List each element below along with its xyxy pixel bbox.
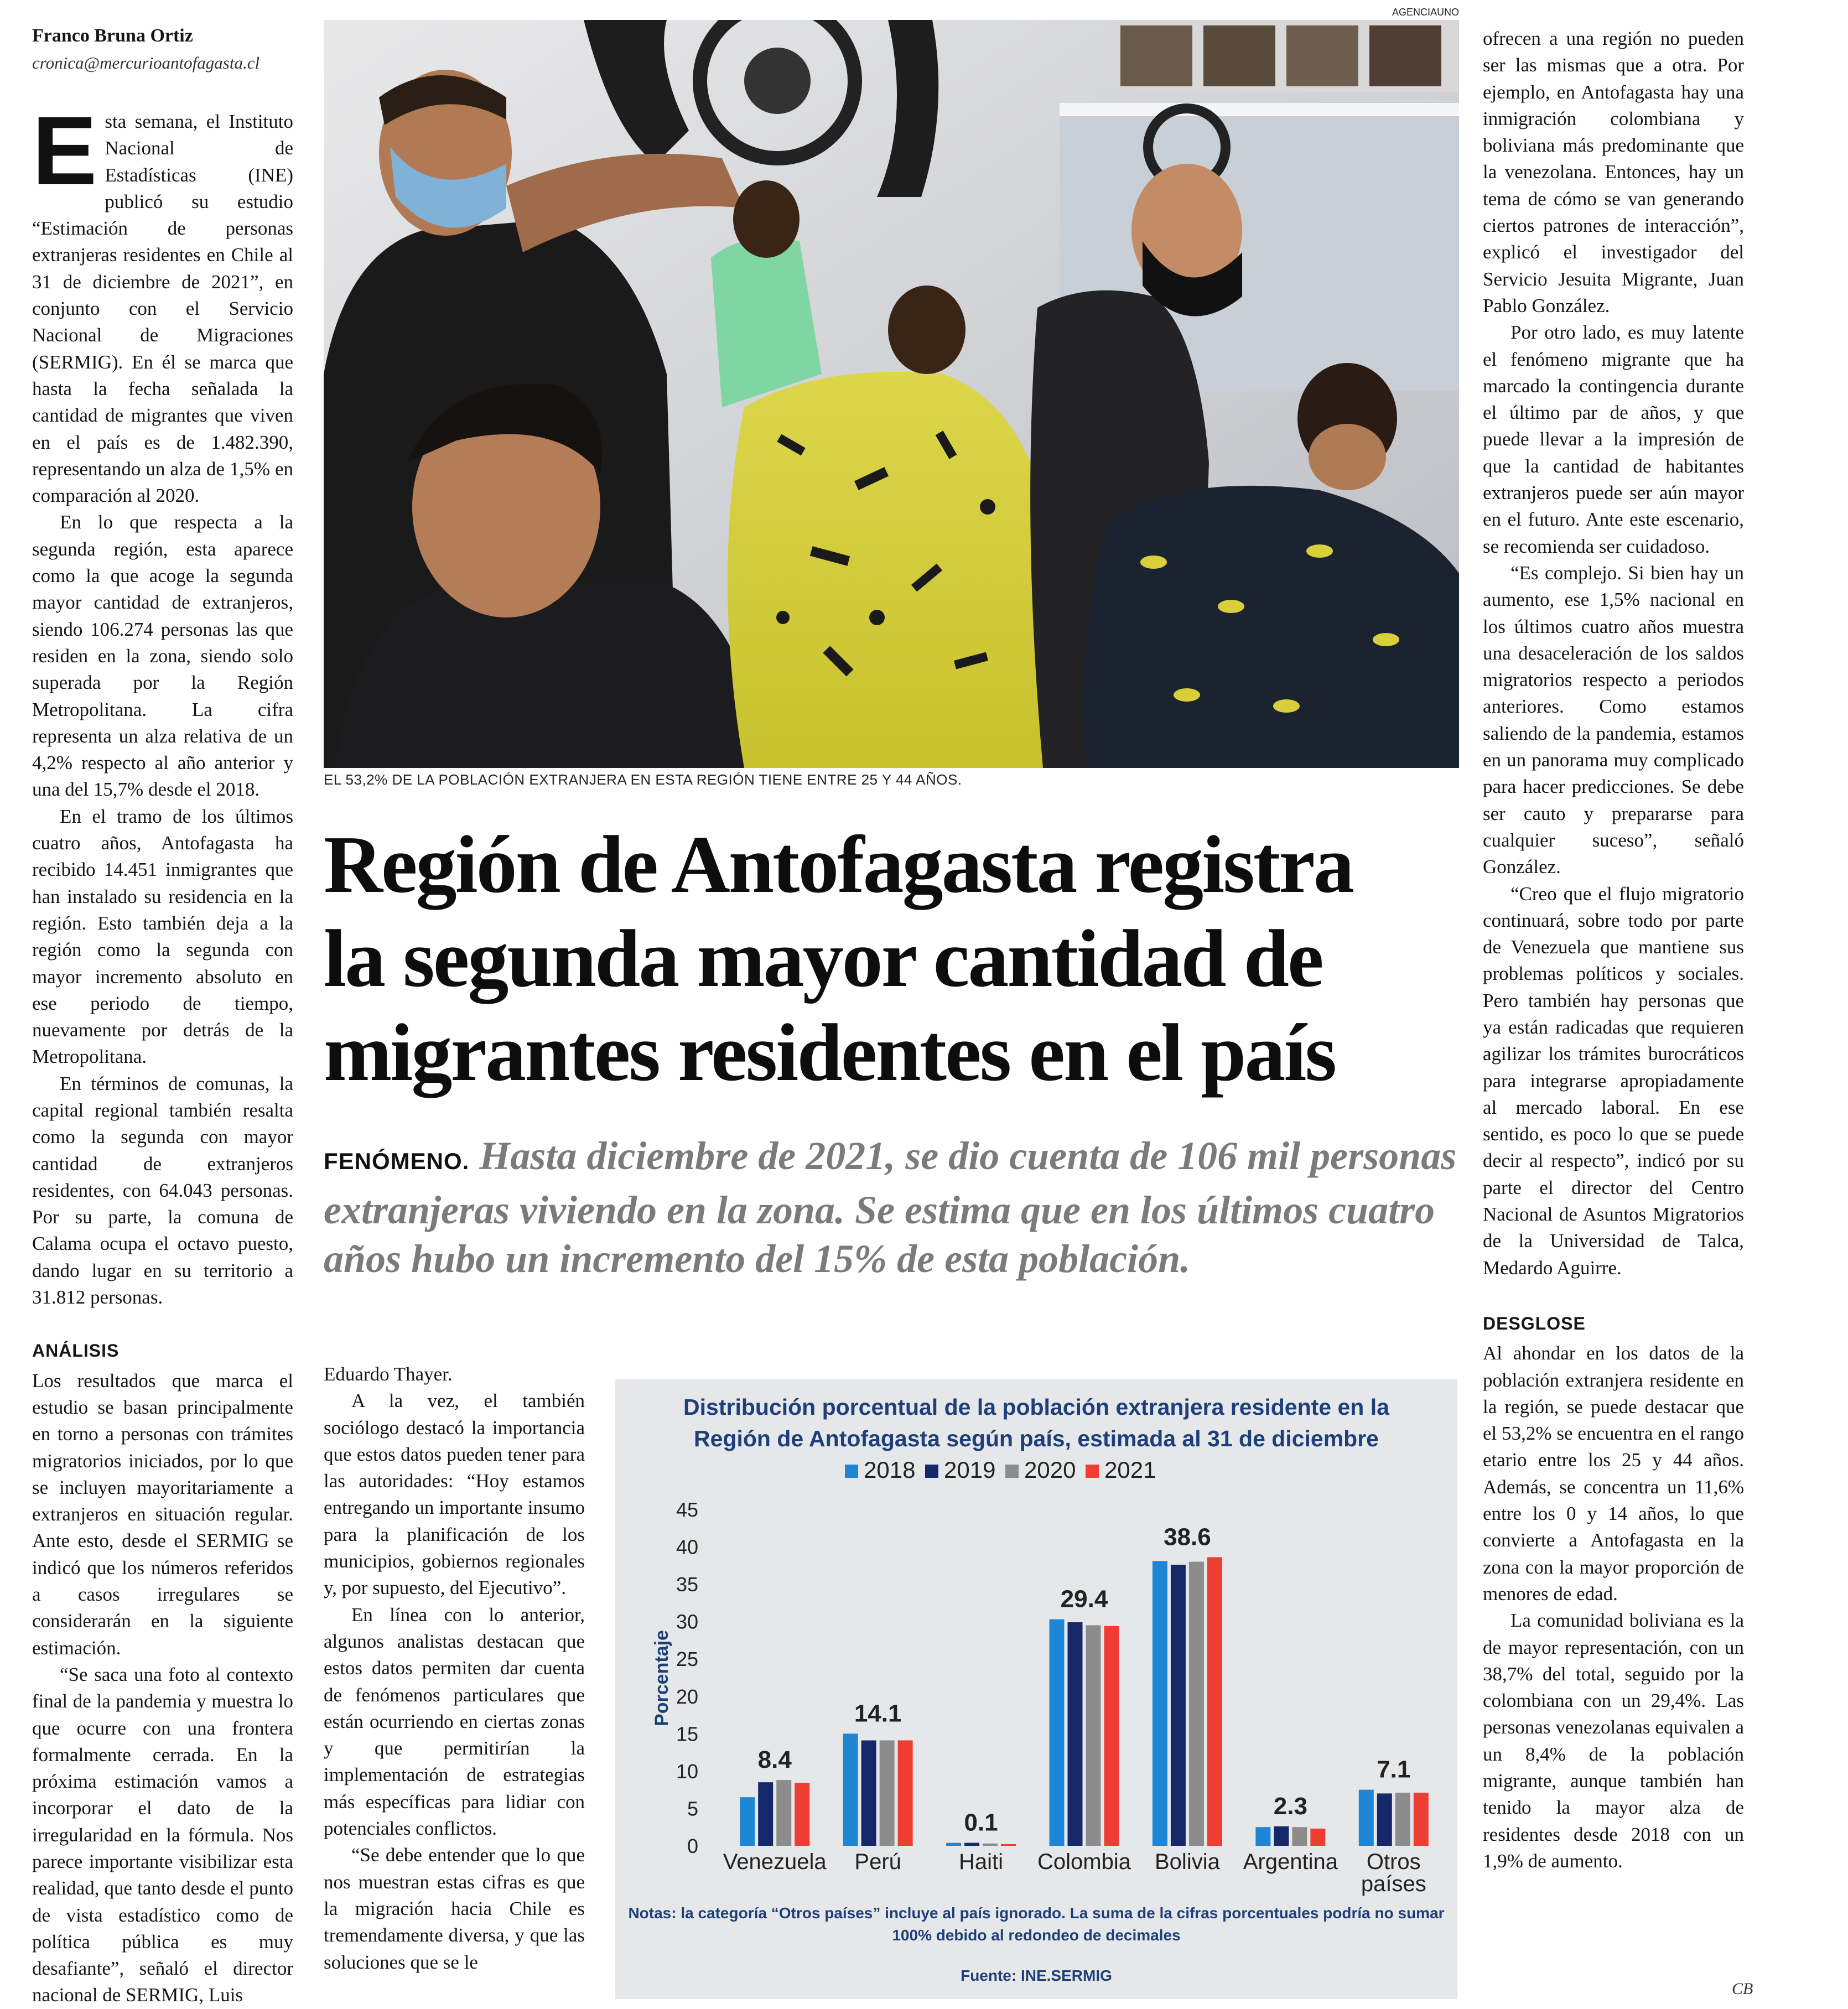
y-tick-label: 20 (676, 1685, 698, 1708)
paragraph: “Se debe entender que lo que nos muestran estas cifras es que la migración hacia Chile es tremendamente diversa, y que las soluciones que se le (324, 1844, 585, 1973)
bar-2018-3 (1050, 1619, 1065, 1846)
bar-2019-1 (861, 1740, 876, 1846)
y-tick-label: 45 (676, 1498, 698, 1521)
paragraph: En lo que respecta a la segunda región, esta aparece como la que acoge la segunda mayor cantidad de extranjeros, siendo 106.274 personas las que residen en la zona, siendo solo superada por la Región Metropolitana. La cifra representa un alza relativa de un 4,2% respecto al año anterior y una del 15,7% desde el 2018. (32, 511, 293, 801)
subhead-text: Hasta diciembre de 2021, se dio cuenta de 106 mil personas extranjeras viviendo en la zona. Se estima que en los últimos cuatro años hubo un incremento del 15% de esta población. (324, 1134, 1457, 1281)
bar-2019-5 (1274, 1826, 1289, 1846)
y-tick-label: 40 (676, 1535, 698, 1559)
legend-label-2019: 2019 (944, 1457, 996, 1483)
y-tick-label: 30 (676, 1610, 698, 1633)
y-tick-label: 15 (676, 1722, 698, 1746)
headline-line-2: la segunda mayor cantidad de (324, 913, 1322, 1004)
paragraph: Al ahondar en los datos de la población extranjera residente en la región, se puede destacar que el 53,2% se encuentra en el rango etario entre los 25 y 44 años. Además, se concentra un 11,6% entre los 0 y 14 años, lo que convierte a Antofagasta en la zona con la mayor proporción de menores de edad. (1483, 1342, 1744, 1605)
data-label: 14.1 (854, 1700, 902, 1727)
paragraph: En términos de comunas, la capital regional también resalta como la segunda con mayor cantidad de extranjeros residentes, con 64.043 personas. Por su parte, la comuna de Calama ocupa el octavo puesto, dando lugar en su territorio a 31.812 personas. (32, 1072, 293, 1309)
legend-swatch-2020 (1005, 1465, 1019, 1478)
author-signature: CB (1732, 1980, 1753, 1998)
bar-2018-2 (946, 1843, 961, 1846)
y-tick-label: 0 (687, 1835, 698, 1857)
category-label: Haiti (959, 1850, 1004, 1874)
bar-2021-1 (898, 1740, 913, 1846)
bar-2019-3 (1068, 1622, 1083, 1846)
drop-cap: E (32, 97, 97, 205)
chart-title-line-2: Región de Antofagasta según país, estimada al 31 de diciembre (694, 1426, 1379, 1451)
category-label: Bolivia (1155, 1850, 1220, 1874)
bar-2020-0 (776, 1780, 791, 1846)
y-tick-label: 5 (687, 1797, 698, 1820)
bar-2020-2 (983, 1844, 998, 1846)
photo-illustration (324, 20, 1459, 768)
bar-2018-0 (740, 1797, 755, 1846)
y-tick-label: 35 (676, 1573, 698, 1596)
barbershop-photo (324, 20, 1459, 768)
paragraph: Los resultados que marca el estudio se basan principalmente en torno a personas con trámites migratorios iniciados, por lo que se incluyen mayoritariamente a extranjeros en situación regular. Ante esto, desde el SERMIG se indicó que los números referidos a casos irregulares se considerarán en la siguiente estimación. (32, 1369, 293, 1659)
subheadline (324, 1131, 1463, 1283)
data-label: 29.4 (1060, 1585, 1108, 1613)
y-axis-label: Porcentaje (651, 1630, 672, 1726)
lead-text: sta semana, el Instituto Nacional de Estadísticas (INE) publicó su estudio “Estimación de personas extranjeras residentes en Chile al 31 de diciembre de 2021”, en conjunto con el Servicio Nacional de Migraciones (SERMIG). En él se marca que hasta la fecha señalada la cantidad de migrantes que viven en el país es de 1.482.390, representando un alza de 1,5% en comparación al 2020. (32, 111, 293, 507)
legend-label-2020: 2020 (1024, 1457, 1076, 1483)
headline-line-1: Región de Antofagasta registra (324, 819, 1353, 910)
bar-2019-4 (1171, 1565, 1186, 1846)
author-email[interactable]: cronica@mercurioantofagasta.cl (32, 53, 260, 72)
bar-2018-5 (1255, 1827, 1270, 1846)
bar-2020-3 (1086, 1625, 1101, 1846)
legend-label-2021: 2021 (1104, 1457, 1156, 1483)
paragraph: Eduardo Thayer. (324, 1363, 453, 1385)
bar-2021-6 (1414, 1793, 1429, 1846)
bar-2021-3 (1104, 1626, 1119, 1846)
category-label: países (1361, 1872, 1426, 1896)
paragraph: La comunidad boliviana es la de mayor representación, con un 38,7% del total, seguido por la colombiana con un 29,4%. Las personas venezolanas equivalen a un 8,4% de la población migrante, aunque también han tenido la mayor alza de residentes desde 2018 con un 1,9% de aumento. (1483, 1610, 1744, 1872)
bar-2021-4 (1207, 1557, 1222, 1846)
paragraph: En el tramo de los últimos cuatro años, Antofagasta ha recibido 14.451 inmigrantes que han instalado su residencia en la región. Esto también deja a la región como la segunda con mayor incremento absoluto en ese periodo de tiempo, nuevamente por detrás de la Metropolitana. (32, 805, 293, 1068)
bar-2018-4 (1153, 1561, 1167, 1846)
paragraph: “Creo que el flujo migratorio continuará, sobre todo por parte de Venezuela que mantiene sus problemas políticos y sociales. Pero también hay personas que ya están radicadas que requieren agilizar los trámites burocráticos para integrarse apropiadamente al mercado laboral. En ese sentido, es poco lo que se puede decir al respecto”, indicó por su parte el director del Centro Nacional de Asuntos Migratorios de la Universidad de Talca, Medardo Aguirre. (1483, 882, 1744, 1279)
legend-swatch-2018 (845, 1465, 858, 1478)
category-label: Colombia (1037, 1850, 1131, 1874)
column-2 (324, 1361, 585, 1976)
bar-2020-5 (1292, 1827, 1307, 1846)
paragraph: Por otro lado, es muy latente el fenómeno migrante que ha marcado la contingencia durante el último par de años, y que puede llevar a la impresión de que la cantidad de habitantes extranjeros puede ser aún mayor en el futuro. Ante este escenario, se recomienda ser cuidadoso. (1483, 321, 1744, 557)
y-tick-label: 10 (676, 1759, 698, 1783)
paragraph: “Se saca una foto al contexto final de la pandemia y muestra lo que ocurre con una frontera formalmente cerrada. En la próxima estimación vamos a incorporar el dato de la irregularidad en la fórmula. Nos parece importante visibilizar esta realidad, que tanto desde el punto de vista estadístico como de política pública es muy desafiante”, señaló el director nacional de SERMIG, Luis (32, 1663, 293, 2006)
y-tick-label: 25 (676, 1648, 698, 1671)
data-label: 2.3 (1273, 1792, 1307, 1820)
data-label: 8.4 (757, 1746, 792, 1774)
legend-swatch-2019 (925, 1465, 938, 1478)
category-label: Otros (1366, 1850, 1421, 1874)
chart-title-line-1: Distribución porcentual de la población extranjera residente en la (683, 1394, 1389, 1420)
author-name: Franco Bruna Ortiz (32, 25, 193, 46)
category-label: Venezuela (723, 1850, 827, 1874)
bar-2020-6 (1395, 1793, 1410, 1846)
bar-2018-1 (843, 1733, 858, 1846)
column-1 (32, 97, 293, 2009)
data-label: 38.6 (1164, 1523, 1211, 1551)
photo-caption: EL 53,2% DE LA POBLACIÓN EXTRANJERA EN ESTA REGIÓN TIENE ENTRE 25 Y 44 AÑOS. (324, 771, 962, 788)
paragraph: “Es complejo. Si bien hay un aumento, ese 1,5% nacional en los últimos cuatro años muestra una desaceleración de los saldos migratorios respecto a periodos anteriores. Como estamos saliendo de la pandemia, estamos en un panorama muy complicado para hacer predicciones. Se debe ser cauto y prepararse para cualquier suceso”, señaló González. (1483, 562, 1744, 878)
chart-source: Fuente: INE.SERMIG (961, 1967, 1112, 1984)
legend-label-2018: 2018 (864, 1457, 916, 1483)
chart-panel (615, 1379, 1457, 1999)
bar-2019-0 (758, 1782, 773, 1846)
headline-line-3: migrantes residentes en el país (324, 1008, 1336, 1098)
category-label: Argentina (1243, 1850, 1338, 1874)
section-heading-analisis: ANÁLISIS (32, 1341, 120, 1361)
subhead-kicker: FENÓMENO. (324, 1148, 470, 1174)
category-label: Perú (854, 1850, 901, 1874)
bar-2021-0 (795, 1783, 809, 1846)
bar-2021-2 (1001, 1844, 1016, 1846)
paragraph: ofrecen a una región no pueden ser las mismas que a otra. Por ejemplo, en Antofagasta hay una inmigración colombiana y boliviana más predominante que la venezolana. Entonces, hay un tema de cómo se van generando ciertos patrones de interacción”, explicó el investigador del Servicio Jesuita Migrante, Juan Pablo González. (1483, 28, 1744, 316)
bar-2019-2 (964, 1843, 979, 1846)
section-heading-desglose: DESGLOSE (1483, 1313, 1586, 1333)
paragraph: En línea con lo anterior, algunos analistas destacan que estos datos permiten dar cuenta de fenómenos particulares que están ocurriendo en ciertas zonas y que permitirían la implementación de estrategias más específicas para lidiar con potenciales conflictos. (324, 1603, 585, 1840)
bar-2020-4 (1189, 1562, 1204, 1846)
bar-2018-6 (1359, 1790, 1374, 1846)
bar-2020-1 (880, 1740, 895, 1846)
bar-2021-5 (1310, 1829, 1325, 1846)
lead-paragraph (32, 97, 293, 509)
chart-notes: Notas: la categoría “Otros países” incluye al país ignorado. La suma de la cifras porcentuales podría no sumar 100% debido al redondeo de decimales (628, 1904, 1445, 1944)
bar-2019-6 (1377, 1793, 1392, 1846)
paragraph: A la vez, el también sociólogo destacó la importancia que estos datos pueden tener para las autoridades: “Hoy estamos entregando un importante insumo para la planificación de los municipios, gobiernos regionales y, por supuesto, del Ejecutivo”. (324, 1390, 585, 1599)
data-label: 7.1 (1377, 1756, 1411, 1783)
column-3 (1483, 25, 1744, 1875)
data-label: 0.1 (964, 1809, 998, 1836)
photo-credit: AGENCIAUNO (1392, 7, 1459, 18)
legend-swatch-2021 (1086, 1465, 1099, 1478)
headline (324, 818, 1486, 1100)
